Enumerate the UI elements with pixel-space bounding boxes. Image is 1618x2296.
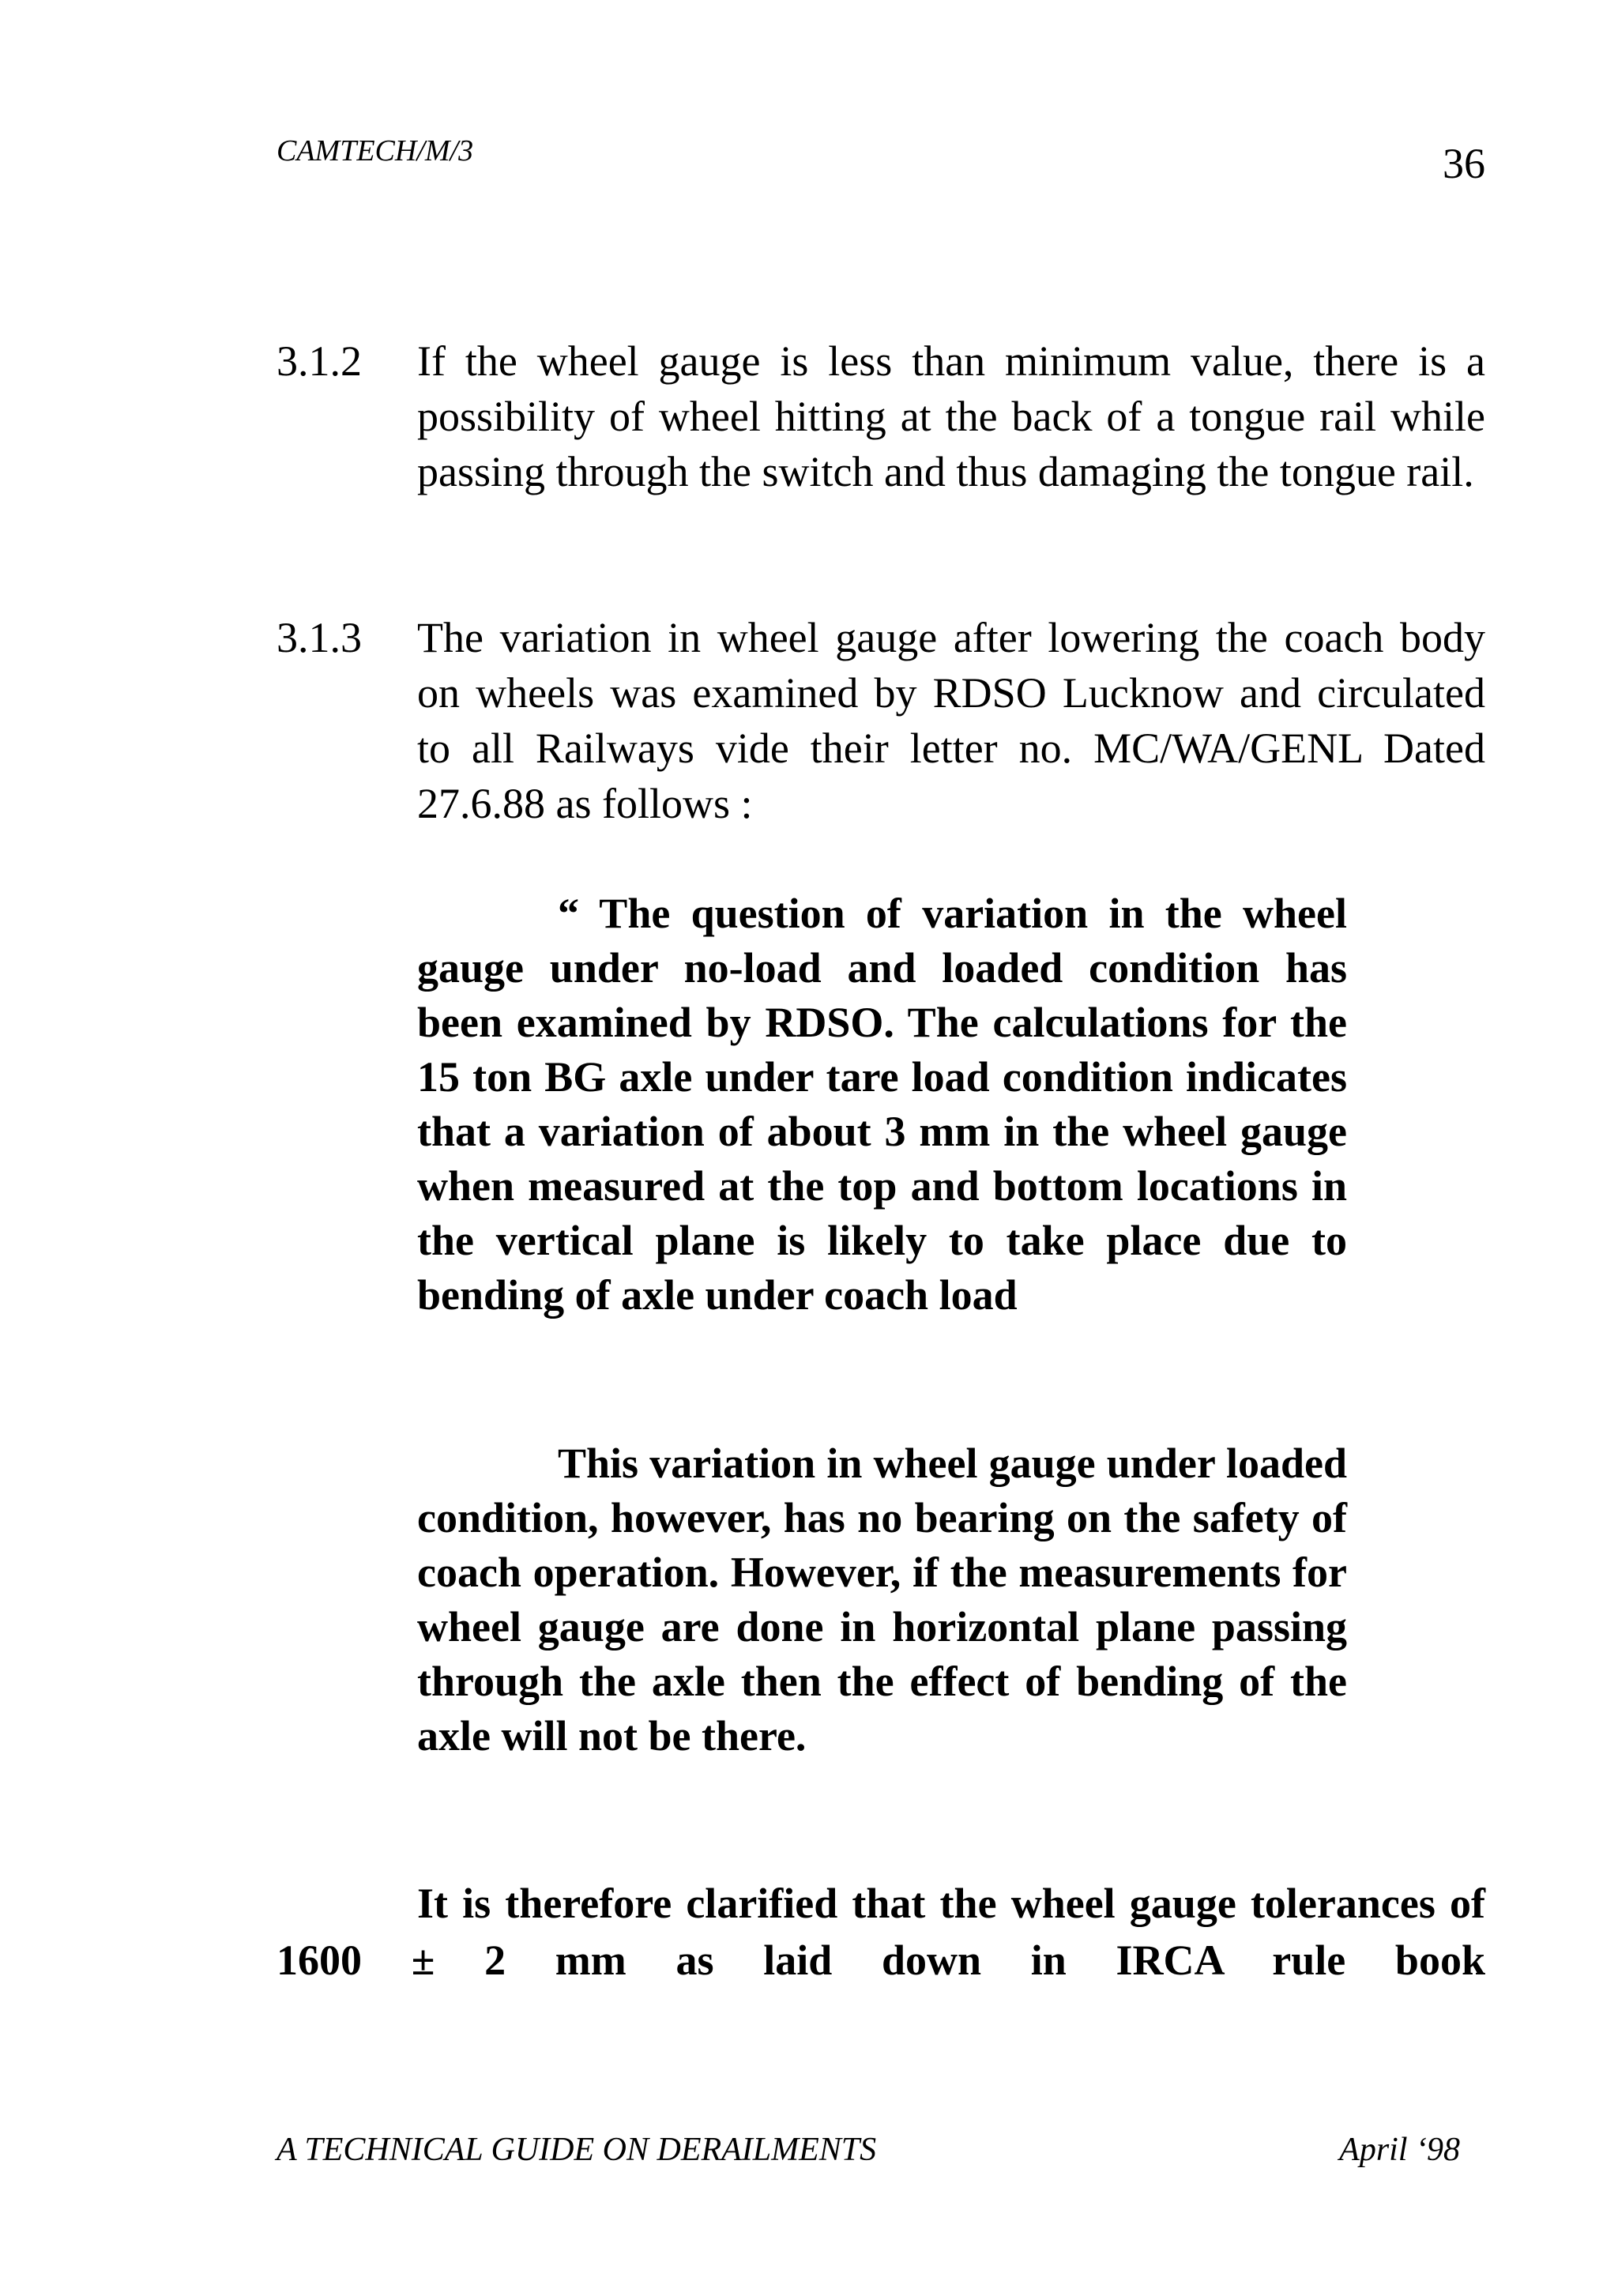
document-code: CAMTECH/M/3 [277, 134, 474, 167]
section-number: 3.1.3 [277, 614, 362, 661]
page-number: 36 [1443, 140, 1485, 187]
section-text: The variation in wheel gauge after lowering the coach body on wheels was examined by RDSO Lucknow and circulated to all Railways vide their letter no. MC/WA/GENL Dated 27.6.88 as follows : [417, 614, 1485, 827]
clarification-paragraph: It is therefore clarified that the wheel gauge tolerances of 1600 ± 2 mm as laid down in IRCA rule book [277, 1880, 1485, 1984]
quoted-paragraph-1: “ The question of variation in the wheel gauge under no-load and loaded condition has been examined by RDSO. The calculations for the 15 ton BG axle under tare load condition indicates that a variation of about 3 mm in the wheel gauge when measured at the top and bottom locations in the vertical plane is likely to take place due to bending of axle under coach load [417, 890, 1347, 1319]
section-3-1-2 [277, 333, 1485, 499]
section-text: If the wheel gauge is less than minimum value, there is a possibility of wheel hitting at the back of a tongue rail while passing through the switch and thus damaging the tongue rail. [417, 337, 1485, 495]
quoted-paragraph-2: This variation in wheel gauge under loaded condition, however, has no bearing on the safety of coach operation. However, if the measurements for wheel gauge are done in horizontal plane passing through the axle then the effect of bending of the axle will not be there. [417, 1440, 1347, 1760]
section-number: 3.1.2 [277, 337, 362, 385]
footer-date: April ‘98 [1339, 2132, 1460, 2168]
section-3-1-3 [277, 610, 1485, 831]
footer-title: A TECHNICAL GUIDE ON DERAILMENTS [277, 2132, 877, 2168]
